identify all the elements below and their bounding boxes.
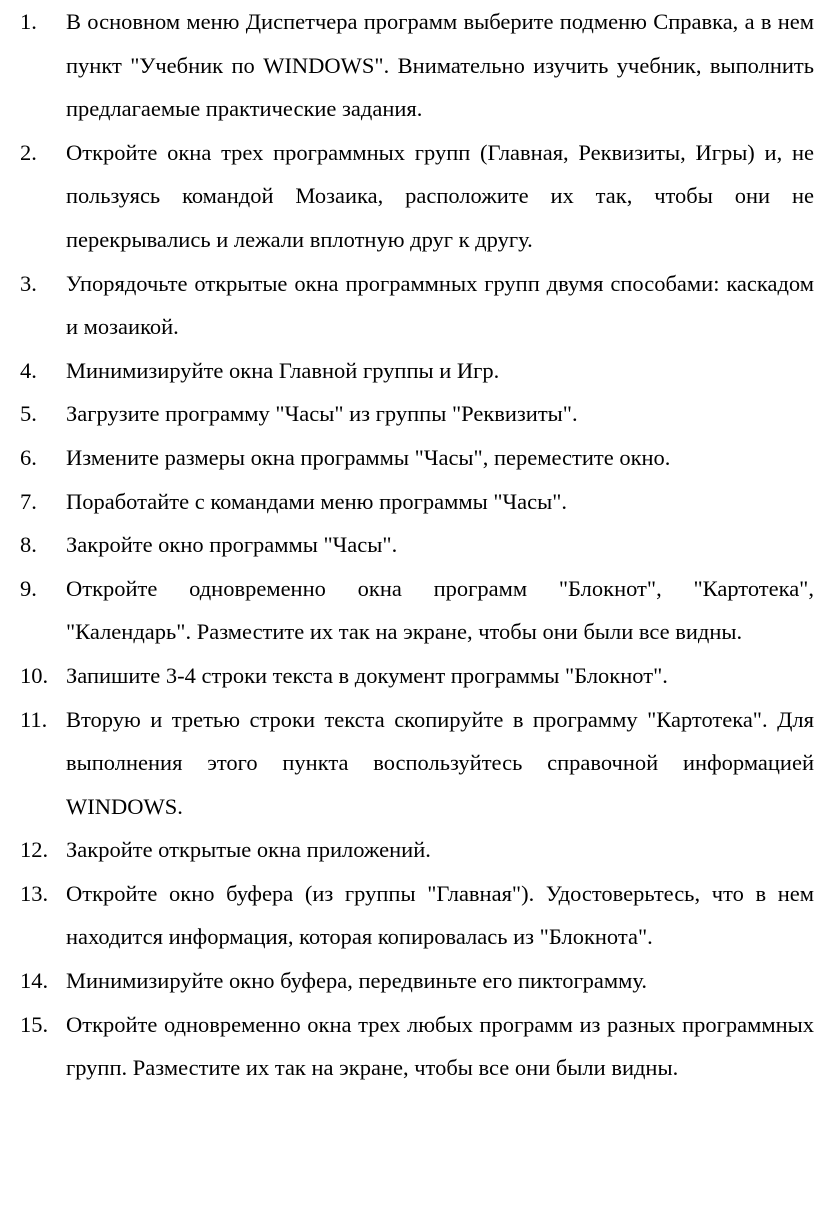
item-text: Откройте окно буфера (из группы "Главная"). Удостоверьтесь, что в нем находится информация, которая копировалась из "Блокнота". xyxy=(66,880,814,950)
item-number: 2. xyxy=(20,139,37,165)
list-item xyxy=(20,262,814,349)
list-item xyxy=(20,392,814,436)
item-text: Вторую и третью строки текста скопируйте в программу "Картотека". Для выполнения этого пункта воспользуйтесь справочной информацией WINDOWS. xyxy=(66,706,814,819)
list-item xyxy=(20,523,814,567)
item-number: 5. xyxy=(20,401,37,427)
item-text: Откройте одновременно окна программ "Блокнот", "Картотека", "Календарь". Разместите их так на экране, чтобы они были все видны. xyxy=(66,575,814,645)
item-number: 9. xyxy=(20,575,37,601)
item-text: Минимизируйте окно буфера, передвиньте его пиктограмму. xyxy=(66,968,648,994)
list-item xyxy=(20,654,814,698)
list-item xyxy=(20,828,814,872)
item-number: 3. xyxy=(20,270,37,296)
task-list xyxy=(20,0,814,1090)
item-number: 6. xyxy=(20,444,37,470)
item-number: 4. xyxy=(20,357,37,383)
item-text: Откройте одновременно окна трех любых программ из разных программных групп. Разместите их так на экране, чтобы все они были видны. xyxy=(66,1011,814,1081)
item-number: 11. xyxy=(20,706,48,732)
item-text: Закройте окно программы "Часы". xyxy=(66,532,398,558)
item-text: Поработайте с командами меню программы "Часы". xyxy=(66,488,568,514)
list-item xyxy=(20,1003,814,1090)
item-text: Запишите 3-4 строки текста в документ программы "Блокнот". xyxy=(66,662,668,688)
item-number: 14. xyxy=(20,968,49,994)
item-text: Закройте открытые окна приложений. xyxy=(66,837,431,863)
list-item xyxy=(20,567,814,654)
item-text: Откройте окна трех программных групп (Главная, Реквизиты, Игры) и, не пользуясь командой Мозаика, расположите их так, чтобы они не перекрывались и лежали вплотную друг к другу. xyxy=(66,139,814,252)
list-item xyxy=(20,480,814,524)
item-number: 10. xyxy=(20,662,49,688)
item-number: 1. xyxy=(20,9,37,34)
item-text: Загрузите программу "Часы" из группы "Реквизиты". xyxy=(66,401,578,427)
item-text: Упорядочьте открытые окна программных групп двумя способами: каскадом и мозаикой. xyxy=(66,270,814,340)
list-item xyxy=(20,959,814,1003)
item-number: 7. xyxy=(20,488,37,514)
document-page xyxy=(20,0,814,1090)
list-item xyxy=(20,872,814,959)
item-text: Измените размеры окна программы "Часы", переместите окно. xyxy=(66,444,671,470)
list-item xyxy=(20,698,814,829)
item-number: 8. xyxy=(20,532,37,558)
list-item xyxy=(20,436,814,480)
list-item xyxy=(20,0,814,131)
item-text: Минимизируйте окна Главной группы и Игр. xyxy=(66,357,500,383)
list-item xyxy=(20,131,814,262)
item-text: В основном меню Диспетчера программ выберите подменю Справка, а в нем пункт "Учебник по WINDOWS". Внимательно изучить учебник, выполнить предлагаемые практические задания. xyxy=(66,9,814,122)
item-number: 15. xyxy=(20,1011,49,1037)
list-item xyxy=(20,349,814,393)
item-number: 12. xyxy=(20,837,49,863)
item-number: 13. xyxy=(20,880,49,906)
